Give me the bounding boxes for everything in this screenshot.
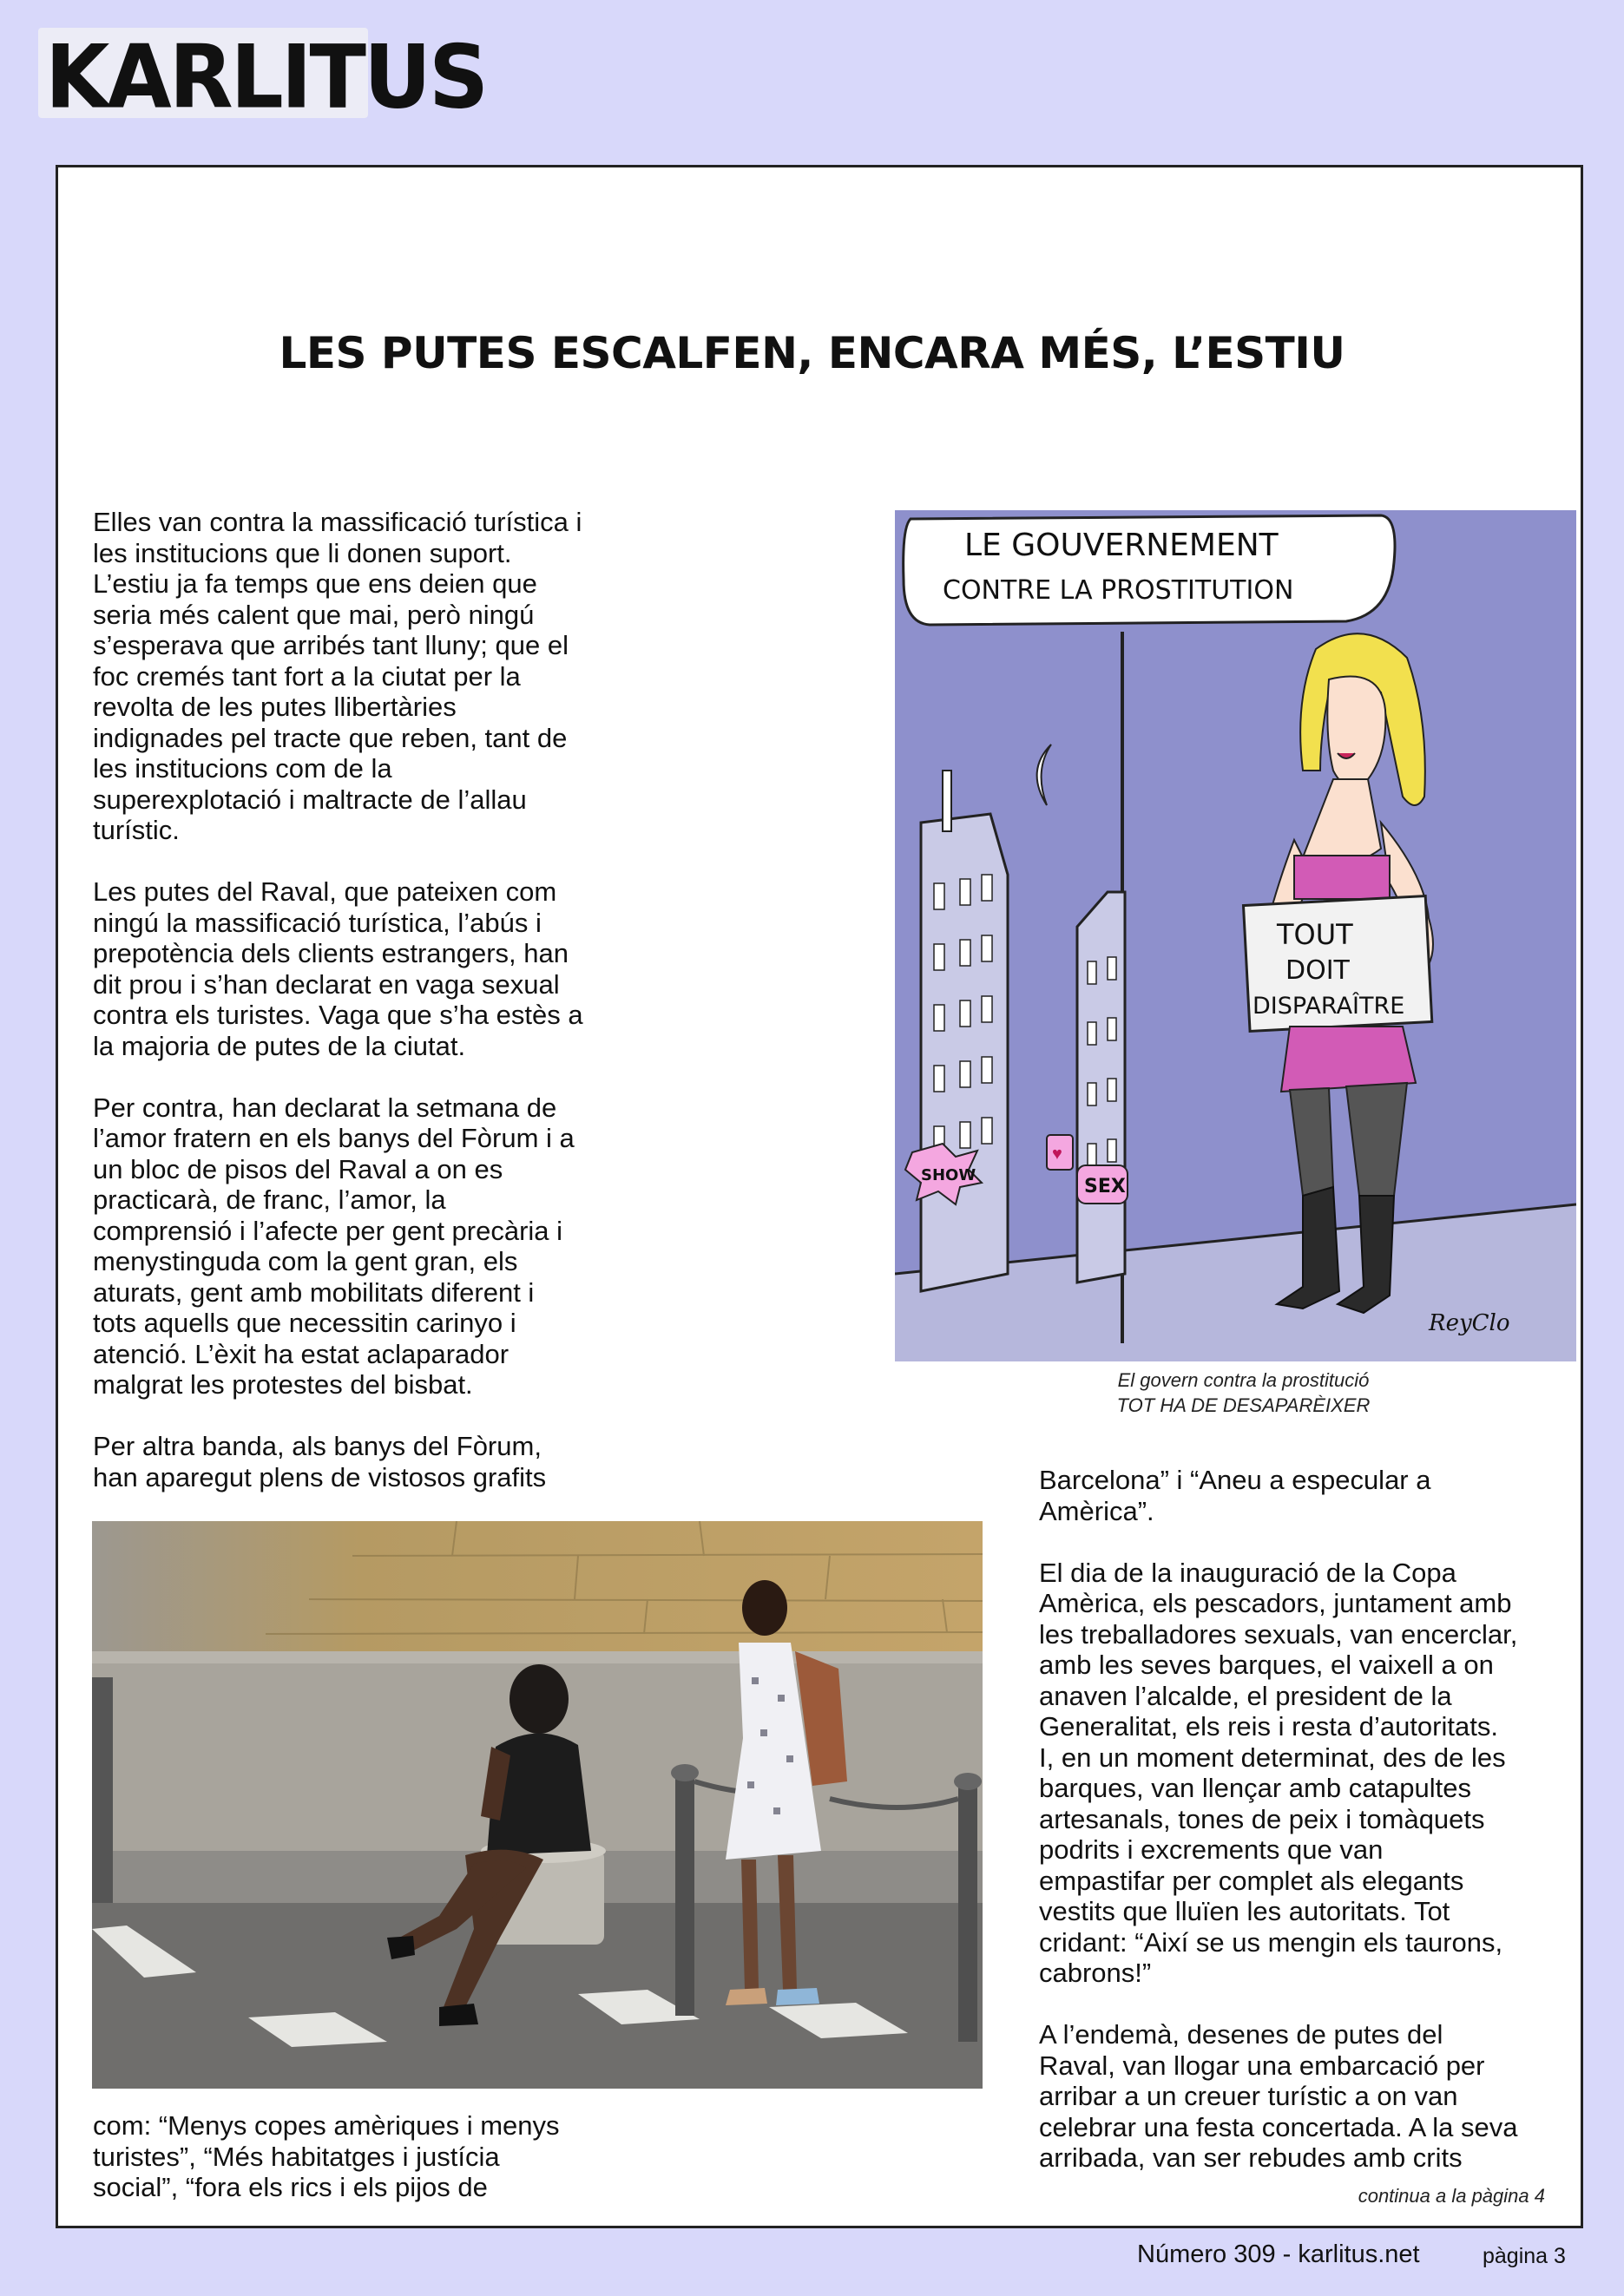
- sign-line3: DISPARAÎTRE: [1253, 993, 1405, 1020]
- sign-line2: DOIT: [1285, 955, 1350, 986]
- paragraph: Les putes del Raval, que pateixen com ningú la massificació turística, l’abús i prepotència dels clients estrangers, han dit prou i s’han declarat en vaga sexual contra els turistes. Vaga que s’ha estès a la majoria de putes de la ciutat.: [93, 876, 583, 1061]
- paragraph: Per contra, han declarat la setmana de l’amor fratern en els banys del Fòrum i a un bloc de pisos del Raval a on es practicarà, de franc, l’amor, la comprensió i l’afecte per gent precària i menystinguda com la gent gran, els aturats, gent amb mobilitats diferent i tots aquells que necessitin carinyo i atenció. L’èxit ha estat aclaparador malgrat les protestes del bisbat.: [93, 1092, 575, 1400]
- footer-page-number: pàgina 3: [1483, 2244, 1566, 2268]
- paragraph: Elles van contra la massificació turística i les institucions que li donen suport. L’estiu ja fa temps que ens deien que seria més calent que mai, però ningú s’esperava que arribés tant lluny; que el foc cremés tant fort a la ciutat per la revolta de les putes llibertàries indignades pel tracte que reben, tant de les institucions com de la superexplotació i maltracte de l’allau turístic.: [93, 507, 582, 845]
- sex-sign: SEX: [1084, 1176, 1126, 1197]
- paragraph: com: “Menys copes amèriques i menys turistes”, “Més habitatges i justícia social”, “fora els rics i els pijos de: [93, 2110, 560, 2202]
- caption-line2: TOT HA DE DESAPARÈIXER: [1116, 1394, 1371, 1416]
- street-photo: [92, 1521, 983, 2089]
- caption-line1: El govern contra la prostitució: [1117, 1369, 1370, 1391]
- paragraph: Barcelona” i “Aneu a especular a Amèrica”.: [1039, 1465, 1431, 1526]
- heart-icon: ♥: [1052, 1145, 1062, 1164]
- logo: KARLITUS: [45, 26, 487, 128]
- article-title: LES PUTES ESCALFEN, ENCARA MÉS, L’ESTIU: [279, 328, 1345, 378]
- left-column-text: [93, 507, 622, 1492]
- speech-bubble-line1: LE GOUVERNEMENT: [964, 528, 1279, 563]
- cartoon-illustration: [895, 510, 1576, 1361]
- footer-issue: Número 309 - karlitus.net: [1137, 2240, 1420, 2268]
- left-column-bottom-text: [93, 2110, 622, 2203]
- cartoon-caption: [894, 1368, 1593, 1418]
- paragraph: A l’endemà, desenes de putes del Raval, van llogar una embarcació per arribar a un creuer turístic a on van celebrar una festa concertada. A la seva arribada, van ser rebudes amb crits: [1039, 2019, 1518, 2173]
- continued-note: continua a la pàgina 4: [1358, 2185, 1545, 2207]
- paragraph: Per altra banda, als banys del Fòrum, han aparegut plens de vistosos grafits: [93, 1431, 547, 1492]
- sign-line1: TOUT: [1277, 918, 1353, 951]
- cartoon-signature: ReyClo: [1429, 1310, 1510, 1336]
- paragraph: El dia de la inauguració de la Copa Amèrica, els pescadors, juntament amb les treballadores sexuals, van encerclar, amb les seves barques, el vaixell a on anaven l’alcalde, el president de la Generalitat, els reis i resta d’autoritats. I, en un moment determinat, des de les barques, van llençar amb catapultes artesanals, tones de peix i tomàquets podrits i excrements que van empastifar per complet als elegants vestits que lluïen les autoritats. Tot cridant: “Així se us mengin els taurons, cabrons!”: [1039, 1557, 1518, 1988]
- right-column-text: [1039, 1465, 1560, 2174]
- speech-bubble-line2: CONTRE LA PROSTITUTION: [943, 575, 1294, 606]
- show-sign: SHOW: [921, 1166, 976, 1184]
